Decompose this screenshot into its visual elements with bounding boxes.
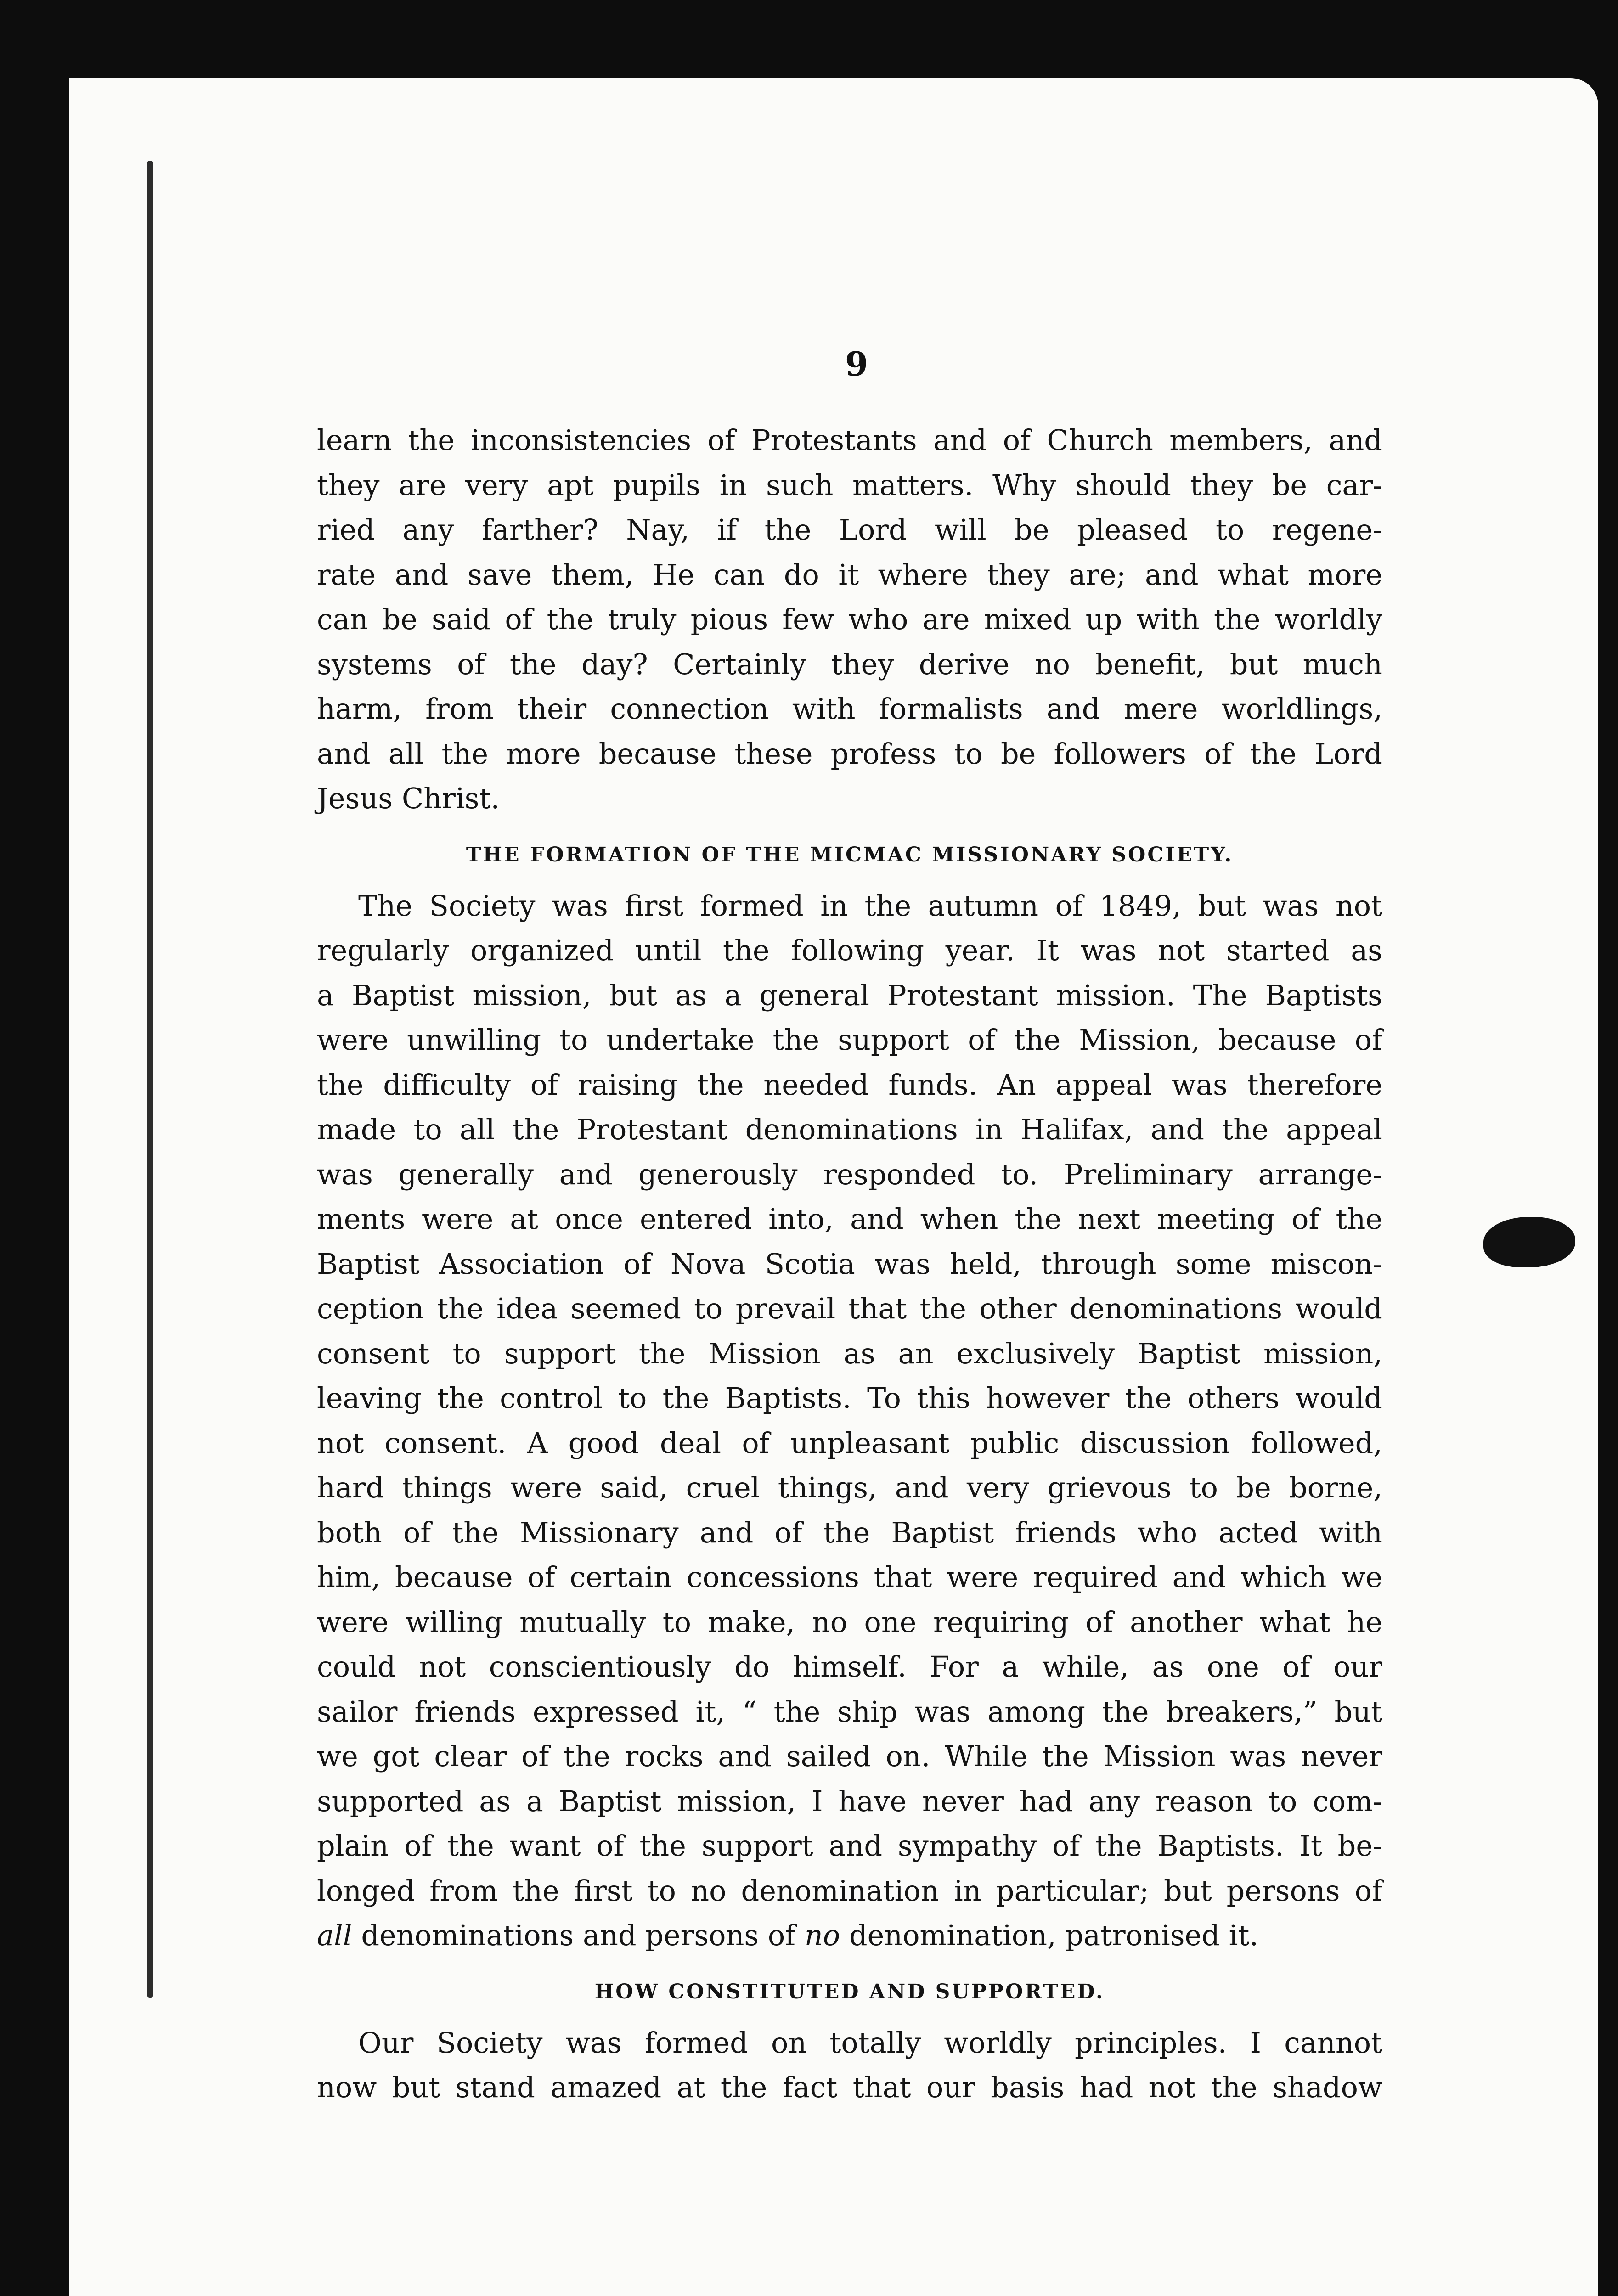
text-line: hard things were said, cruel things, and very grievous to be borne, <box>317 1471 1382 1504</box>
text-line: was generally and generously responded to. Preliminary arrange- <box>317 1157 1382 1191</box>
text-line: a Baptist mission, but as a general Protestant mission. The Baptists <box>317 978 1382 1012</box>
text-fragment: denomination, patronised it. <box>840 1919 1259 1952</box>
text-line: they are very apt pupils in such matters. Why should they be car- <box>317 468 1382 502</box>
section-heading-constitution: HOW CONSTITUTED AND SUPPORTED. <box>594 1980 1105 2003</box>
text-line: ried any farther? Nay, if the Lord will be pleased to regene- <box>317 513 1382 546</box>
text-line: plain of the want of the support and sympathy of the Baptists. It be- <box>317 1829 1382 1863</box>
text-line: systems of the day? Certainly they derive no benefit, but much <box>317 647 1382 681</box>
italic-word: all <box>317 1919 352 1952</box>
text-line: regularly organized until the following year. It was not started as <box>317 934 1382 967</box>
text-line: sailor friends expressed it, “ the ship was among the breakers,” but <box>317 1694 1382 1728</box>
text-line: both of the Missionary and of the Baptist friends who acted with <box>317 1515 1382 1549</box>
text-line-final <box>317 1913 1382 1958</box>
text-line: rate and save them, He can do it where they are; and what more <box>317 557 1382 591</box>
italic-word: no <box>804 1919 840 1952</box>
text-line: supported as a Baptist mission, I have never had any reason to com- <box>317 1784 1382 1818</box>
section-heading-formation: THE FORMATION OF THE MICMAC MISSIONARY SOCIETY. <box>466 843 1234 867</box>
text-line: learn the inconsistencies of Protestants and of Church members, and <box>317 423 1382 457</box>
paragraph-opening <box>317 418 1382 821</box>
ink-smudge <box>1483 1217 1575 1267</box>
text-line: and all the more because these profess to be followers of the Lord <box>317 737 1382 771</box>
paragraph-constitution <box>317 2020 1382 2110</box>
text-line: longed from the first to no denomination in particular; but persons of <box>317 1874 1382 1908</box>
text-line: Baptist Association of Nova Scotia was held, through some miscon- <box>317 1247 1382 1281</box>
text-line: ception the idea seemed to prevail that the other denominations would <box>317 1292 1382 1325</box>
text-line: consent to support the Mission as an exclusively Baptist mission, <box>317 1336 1382 1370</box>
text-line: were willing mutually to make, no one requiring of another what he <box>317 1605 1382 1639</box>
text-line: were unwilling to undertake the support of the Mission, because of <box>317 1023 1382 1057</box>
text-line: could not conscientiously do himself. For a while, as one of our <box>317 1650 1382 1683</box>
text-line: Jesus Christ. <box>317 782 500 815</box>
text-line: leaving the control to the Baptists. To this however the others would <box>317 1381 1382 1415</box>
text-line: the difficulty of raising the needed funds. An appeal was therefore <box>317 1068 1382 1102</box>
text-line: now but stand amazed at the fact that our basis had not the shadow <box>317 2071 1382 2104</box>
text-line: The Society was first formed in the autumn of 1849, but was not <box>358 889 1382 923</box>
page-number: 9 <box>845 344 868 383</box>
text-fragment: denominations and persons of <box>352 1919 805 1952</box>
text-line: ments were at once entered into, and when the next meeting of the <box>317 1202 1382 1236</box>
scanned-page <box>69 78 1598 2296</box>
text-line: made to all the Protestant denominations in Halifax, and the appeal <box>317 1113 1382 1146</box>
text-line: him, because of certain concessions that were required and which we <box>317 1560 1382 1594</box>
binding-shadow <box>147 161 153 1998</box>
text-line: we got clear of the rocks and sailed on. While the Mission was never <box>317 1739 1382 1773</box>
paragraph-formation <box>317 884 1382 1958</box>
text-line: Our Society was formed on totally worldly principles. I cannot <box>358 2026 1382 2060</box>
text-line: harm, from their connection with formalists and mere worldlings, <box>317 692 1382 726</box>
text-line: can be said of the truly pious few who are mixed up with the worldly <box>317 602 1382 636</box>
body-text <box>317 418 1382 2110</box>
text-line: not consent. A good deal of unpleasant public discussion followed, <box>317 1426 1382 1460</box>
